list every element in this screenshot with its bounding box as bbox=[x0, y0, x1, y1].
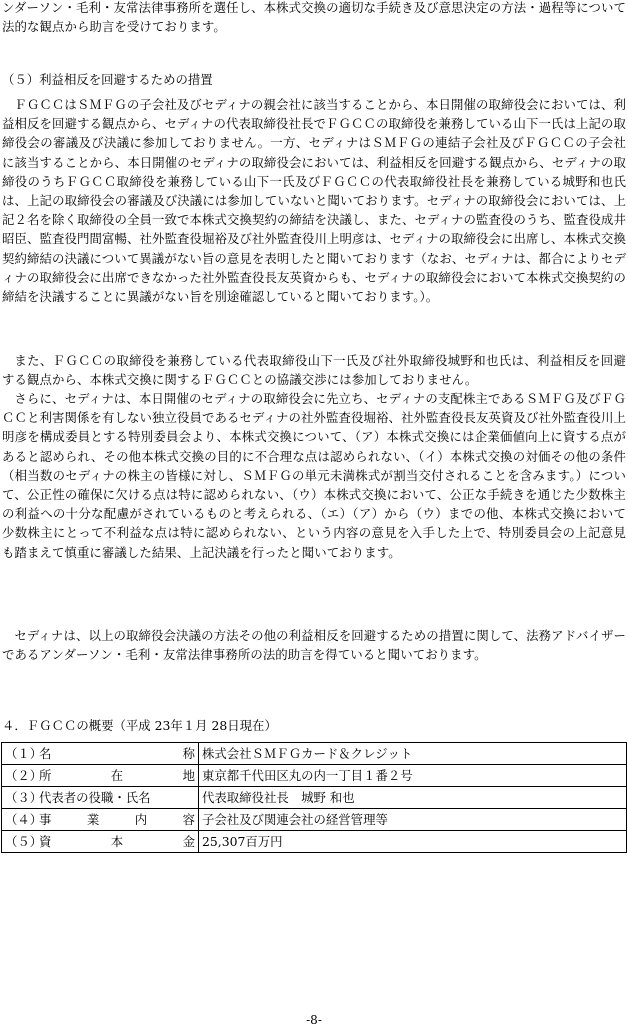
table-row bbox=[2, 809, 627, 831]
table-row bbox=[2, 831, 627, 853]
page-number: -8- bbox=[306, 1013, 322, 1027]
section-5-heading: （５）利益相反を回避するための措置 bbox=[2, 72, 213, 87]
row-value: 東京都千代田区丸の内一丁目１番２号 bbox=[199, 765, 627, 787]
section-4-heading: ４．ＦＧＣＣの概要（平成 23年１月 28日現在） bbox=[2, 718, 277, 733]
section-5-paragraph-2: また、ＦＧＣＣの取締役を兼務している代表取締役山下一氏及び社外取締役城野和也氏は、利益相反を回避する観点から、本株式交換に関するＦＧＣＣとの協議交渉には参加しておりません。 bbox=[2, 353, 626, 388]
row-value: 子会社及び関連会社の経営管理等 bbox=[199, 809, 627, 831]
row-label: （１） 名 称 bbox=[2, 743, 199, 765]
row-label: （４） 事 業 内 容 bbox=[2, 809, 199, 831]
row-value: 株式会社ＳＭＦＧカード＆クレジット bbox=[199, 743, 627, 765]
row-value: 代表取締役社長 城野 和也 bbox=[199, 787, 627, 809]
section-5-paragraph-1: ＦＧＣＣはＳＭＦＧの子会社及びセディナの親会社に該当することから、本日開催の取締役会においては、利益相反を回避する観点から、セディナの代表取締役社長でＦＧＣＣの取締役を兼務している山下一氏は上記の取締役会の審議及び決議に参加しておりません。一方、セディナはＳＭＦＧの連結子会社及びＦＧＣＣの子会社に該当することから、本日開催のセディナの取締役会においては、利益相反を回避する観点から、セディナの取締役のうちＦＧＣＣ取締役を兼務している山下一氏及びＦＧＣＣの代表取締役社長を兼務している城野和也氏は、上記の取締役会の審議及び決議には参加していないと聞いております。セディナの取締役会においては、上記２名を除く取締役の全員一致で本株式交換契約の締結を決議し、また、セディナの監査役のうち、監査役成井昭臣、監査役門間富暢、社外監査役堀裕及び社外監査役川上明彦は、セディナの取締役会に出席し、本株式交換契約締結の決議について異議がない旨の意見を表明したと聞いております（なお、セディナは、都合によりセディナの取締役会に出席できなかった社外監査役長友英資からも、セディナの取締役会において本株式交換契約の締結を決議することに異議がない旨を別途確認していると聞いております。）。 bbox=[2, 97, 626, 305]
table-row bbox=[2, 765, 627, 787]
section-5-paragraph-3: さらに、セディナは、本日開催のセディナの取締役会に先立ち、セディナの支配株主であるＳＭＦＧ及びＦＧＣＣと利害関係を有しない独立役員であるセディナの社外監査役堀裕、社外監査役長友英資及び社外監査役川上明彦を構成委員とする特別委員会より、本株式交換について、（ア）本株式交換には企業価値向上に資する点があると認められ、その他本株式交換の目的に不合理な点は認められない、（イ）本株式交換の対価その他の条件（相当数のセディナの株主の皆様に対し、ＳＭＦＧの単元未満株式が割当交付されることを含みます。）について、公正性の確保に欠ける点は特に認められない、（ウ）本株式交換において、公正な手続きを通じた少数株主の利益への十分な配慮がされているものと考えられる、（エ）（ア）から（ウ）までの他、本株式交換において少数株主にとって不利益な点は特に認められない、という内容の意見を入手した上で、特別委員会の上記意見も踏まえて慎重に審議した結果、上記決議を行ったと聞いております。 bbox=[2, 391, 626, 560]
table-row bbox=[2, 743, 627, 765]
company-overview-table bbox=[1, 742, 627, 853]
intro-paragraph-tail: ンダーソン・毛利・友常法律事務所を選任し、本株式交換の適切な手続き及び意思決定の方法・過程等について法的な観点から助言を受けております。 bbox=[2, 0, 626, 35]
row-value: 25,307百万円 bbox=[199, 831, 627, 853]
row-label: （２） 所 在 地 bbox=[2, 765, 199, 787]
table-row bbox=[2, 787, 627, 809]
row-label: （３） 代表者の役職・氏名 bbox=[2, 787, 199, 809]
section-5-paragraph-4: セディナは、以上の取締役会決議の方法その他の利益相反を回避するための措置に関して、法務アドバイザーであるアンダーソン・毛利・友常法律事務所の法的助言を得ていると聞いております。 bbox=[2, 628, 626, 663]
row-label: （５） 資 本 金 bbox=[2, 831, 199, 853]
